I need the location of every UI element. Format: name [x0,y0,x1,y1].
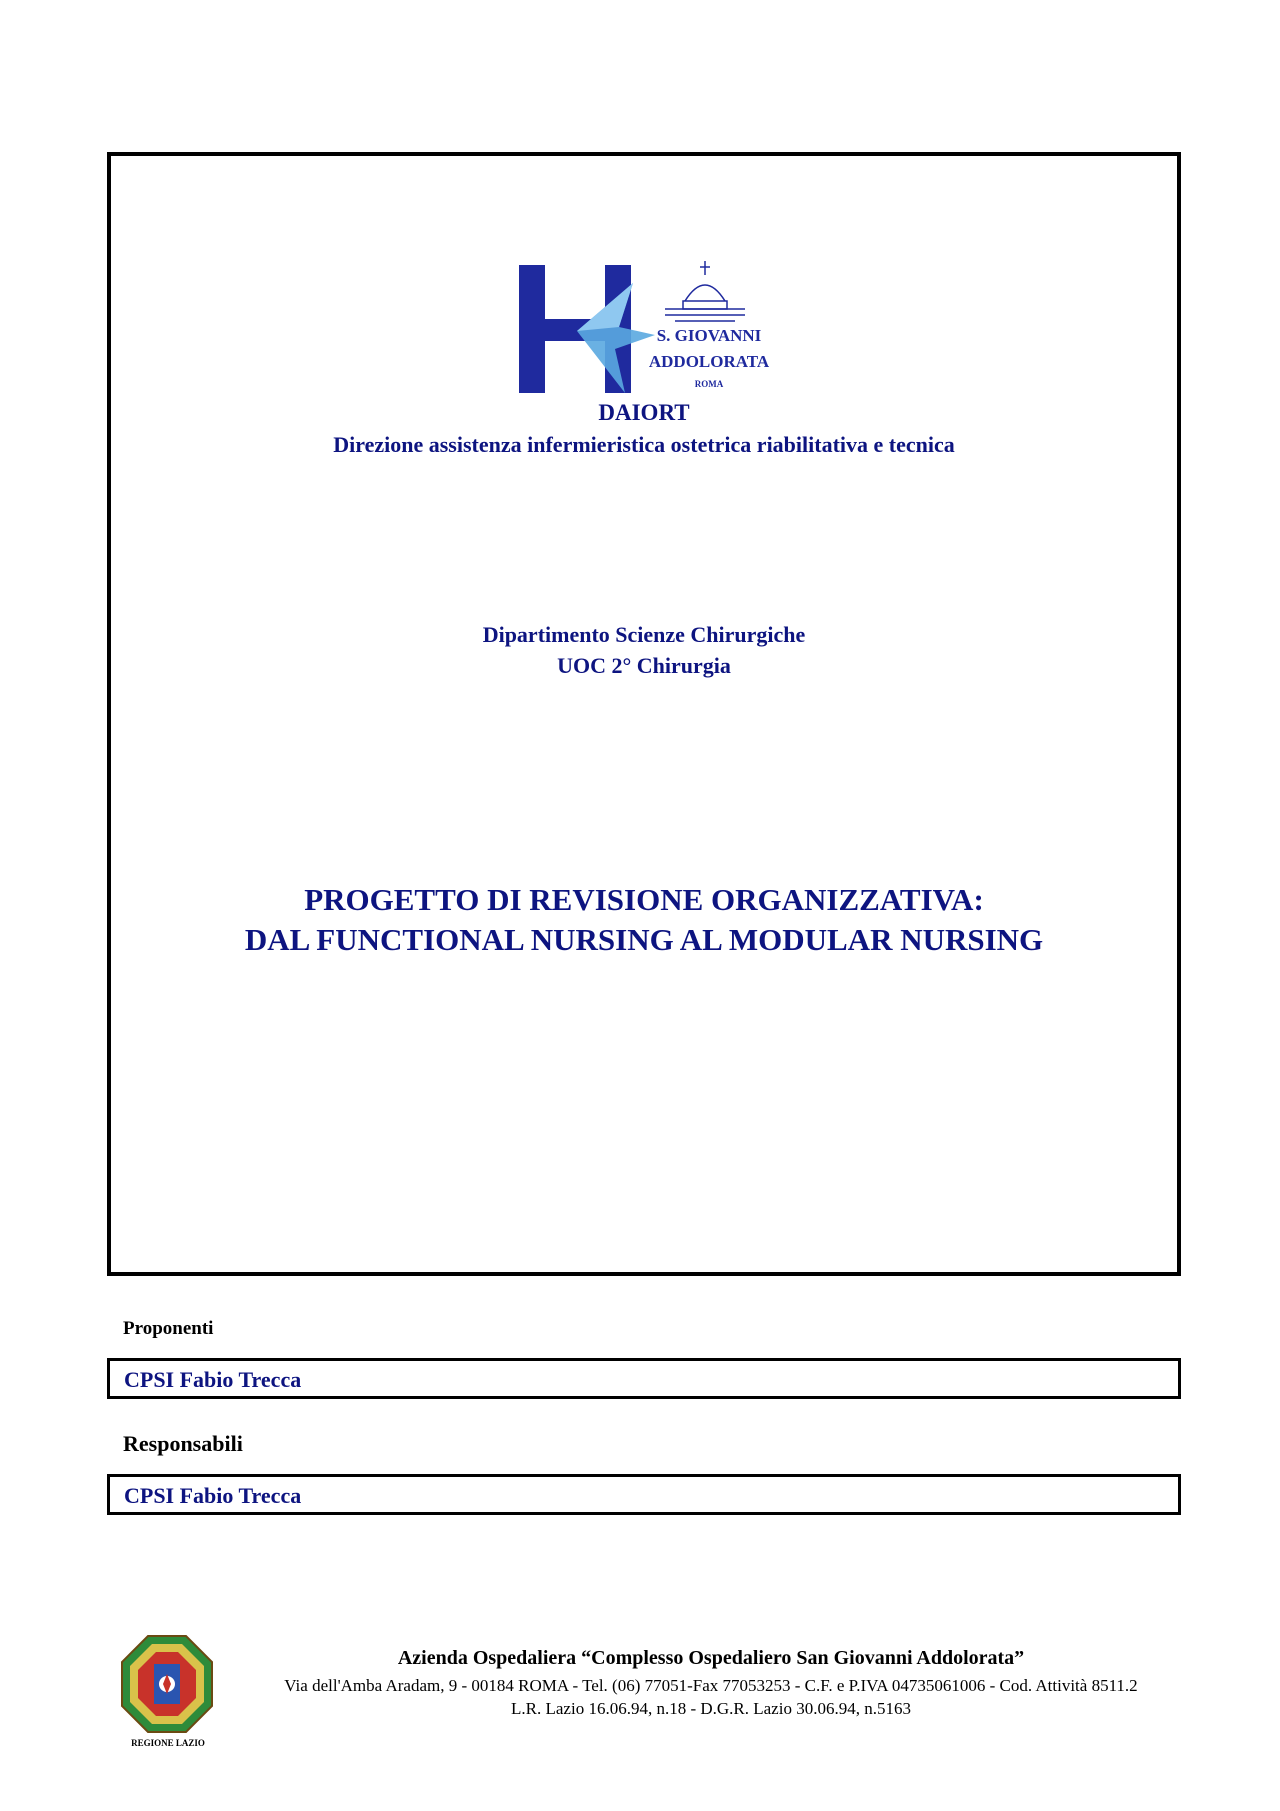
footer-address: Via dell'Amba Aradam, 9 - 00184 ROMA - Tel. (06) 77051-Fax 77053253 - C.F. e P.IVA 04735061006 - Cod. Attività 8511.2 [284,1676,1138,1695]
church-dome-icon [665,261,745,321]
proponenti-label: Proponenti [123,1318,214,1339]
footer-legal: L.R. Lazio 16.06.94, n.18 - D.G.R. Lazio 30.06.94, n.5163 [511,1699,911,1718]
proponenti-value: CPSI Fabio Trecca [124,1367,302,1392]
hospital-logo [515,261,781,401]
org-name: Direzione assistenza infermieristica ostetrica riabilitativa e tecnica [333,432,955,457]
proponenti-box [107,1358,1181,1399]
emblem-caption: REGIONE LAZIO [131,1738,205,1748]
department-name: Dipartimento Scienze Chirurgiche [482,622,806,647]
logo-text-3: ROMA [694,379,724,389]
logo-text-2: ADDOLORATA [648,352,770,371]
footer-hospital-name: Azienda Ospedaliera “Complesso Ospedaliero San Giovanni Addolorata” [397,1647,1025,1669]
responsabili-box [107,1474,1181,1515]
responsabili-value: CPSI Fabio Trecca [124,1483,302,1508]
responsabili-label: Responsabili [123,1431,243,1456]
logo-text-1: S. GIOVANNI [656,326,762,345]
document-title-line2: DAL FUNCTIONAL NURSING AL MODULAR NURSING [244,922,1044,957]
cover-frame [107,152,1181,1276]
document-title-line1: PROGETTO DI REVISIONE ORGANIZZATIVA: [304,882,984,917]
department-unit: UOC 2° Chirurgia [557,653,731,678]
regione-lazio-emblem-icon [120,1634,214,1744]
org-code: DAIORT [598,400,690,425]
